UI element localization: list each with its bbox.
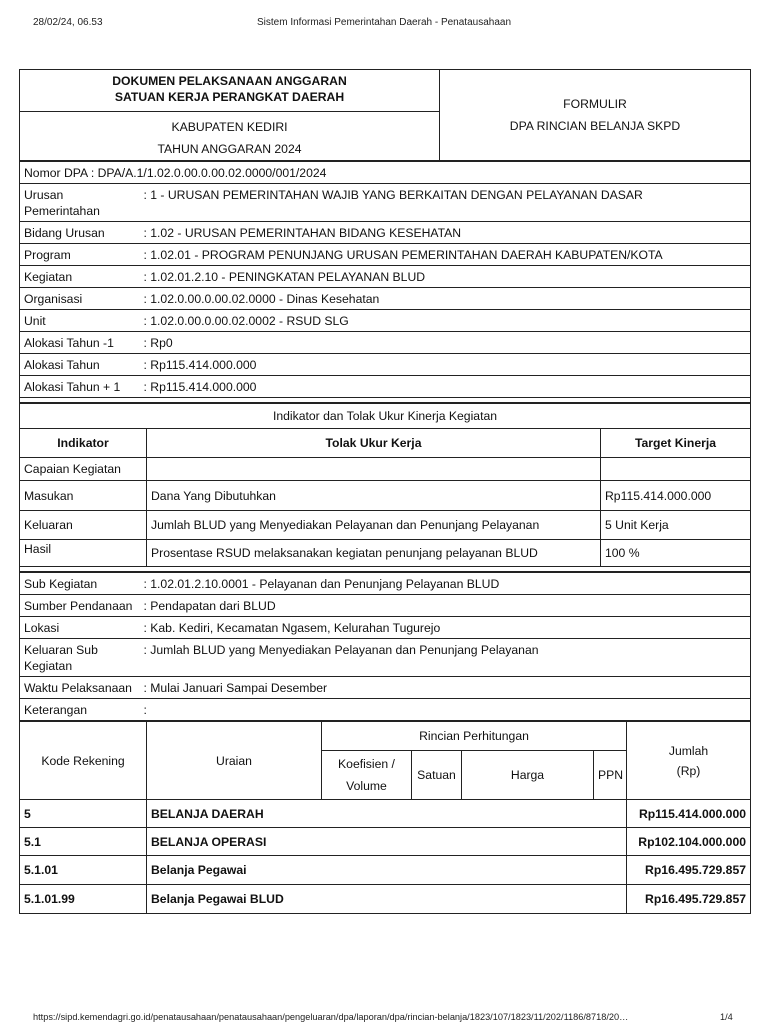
form-name: DPA RINCIAN BELANJA SKPD [509, 119, 681, 133]
form-label: FORMULIR [563, 97, 627, 111]
uraian-cell: Belanja Pegawai [147, 856, 627, 885]
sub-info-row [20, 573, 751, 595]
indikator-row [20, 458, 751, 481]
info-label: Program [20, 244, 140, 266]
sub-info-value: : Kab. Kediri, Kecamatan Ngasem, Kelurahan Tugurejo [140, 617, 751, 639]
target-cell [601, 458, 751, 481]
uraian-cell: BELANJA OPERASI [147, 828, 627, 856]
sub-info-label: Lokasi [20, 617, 140, 639]
indikator-cell: Keluaran [20, 511, 147, 540]
document-title-cell [20, 70, 440, 112]
nomor-dpa: Nomor DPA : DPA/A.1/1.02.0.00.0.00.02.0000/001/2024 [20, 162, 751, 184]
sub-info-label: Keterangan [20, 699, 140, 721]
sub-info-row [20, 677, 751, 699]
target-cell: 5 Unit Kerja [601, 511, 751, 540]
info-value: : Rp115.414.000.000 [140, 376, 751, 398]
jumlah-cell: Rp115.414.000.000 [627, 800, 751, 828]
sub-kegiatan-table [19, 572, 751, 721]
spacer-row [20, 398, 751, 403]
rincian-row [20, 828, 751, 856]
target-kinerja-header: Target Kinerja [601, 429, 751, 458]
rincian-table [19, 721, 751, 914]
sub-info-row [20, 617, 751, 639]
kode-cell: 5.1 [20, 828, 147, 856]
print-url: https://sipd.kemendagri.go.id/penatausahaan/penatausahaan/pengeluaran/dpa/laporan/dpa/rincian-belanja/1823/107/1823/11/202/1186/8718/20… [33, 1012, 629, 1022]
info-value: : 1 - URUSAN PEMERINTAHAN WAJIB YANG BERKAITAN DENGAN PELAYANAN DASAR [140, 184, 751, 222]
tolak-ukur-cell: Prosentase RSUD melaksanakan kegiatan penunjang pelayanan BLUD [147, 540, 601, 567]
sub-info-label: Keluaran Sub Kegiatan [20, 639, 140, 677]
tolak-ukur-cell: Jumlah BLUD yang Menyediakan Pelayanan dan Penunjang Pelayanan [147, 511, 601, 540]
uraian-cell: BELANJA DAERAH [147, 800, 627, 828]
region-cell [20, 112, 440, 161]
indikator-table [19, 403, 751, 572]
info-value: : Rp115.414.000.000 [140, 354, 751, 376]
info-label: Alokasi Tahun [20, 354, 140, 376]
sub-info-label: Waktu Pelaksanaan [20, 677, 140, 699]
ppn-header: PPN [594, 751, 627, 800]
jumlah-label: Jumlah [668, 743, 709, 758]
jumlah-cell: Rp102.104.000.000 [627, 828, 751, 856]
info-value: : 1.02.0.00.0.00.02.0000 - Dinas Kesehatan [140, 288, 751, 310]
sub-info-value: : Pendapatan dari BLUD [140, 595, 751, 617]
rincian-row [20, 856, 751, 885]
print-datetime: 28/02/24, 06.53 [33, 17, 103, 28]
indikator-title: Indikator dan Tolak Ukur Kinerja Kegiatan [20, 404, 751, 429]
indikator-cell: Hasil [20, 540, 147, 567]
info-row [20, 222, 751, 244]
jumlah-header [627, 722, 751, 800]
info-row [20, 332, 751, 354]
tolak-ukur-cell: Dana Yang Dibutuhkan [147, 481, 601, 511]
sub-info-label: Sumber Pendanaan [20, 595, 140, 617]
uraian-cell: Belanja Pegawai BLUD [147, 885, 627, 914]
indikator-header: Indikator [20, 429, 147, 458]
uraian-header: Uraian [147, 722, 322, 800]
print-header [0, 0, 768, 40]
info-label: Kegiatan [20, 266, 140, 288]
document-title-line-1: DOKUMEN PELAKSANAAN ANGGARAN [112, 74, 347, 88]
info-row [20, 244, 751, 266]
jumlah-cell: Rp16.495.729.857 [627, 885, 751, 914]
indikator-row [20, 511, 751, 540]
kode-cell: 5.1.01.99 [20, 885, 147, 914]
spacer-row [20, 567, 751, 572]
fiscal-year: TAHUN ANGGARAN 2024 [157, 142, 302, 156]
jumlah-unit: (Rp) [676, 763, 701, 778]
info-row [20, 376, 751, 398]
jumlah-cell: Rp16.495.729.857 [627, 856, 751, 885]
sub-info-value: : Mulai Januari Sampai Desember [140, 677, 751, 699]
harga-header: Harga [462, 751, 594, 800]
info-row [20, 310, 751, 332]
form-title-cell [440, 70, 751, 161]
tolak-ukur-header: Tolak Ukur Kerja [147, 429, 601, 458]
indikator-cell: Capaian Kegiatan [20, 458, 147, 481]
region-name: KABUPATEN KEDIRI [171, 120, 288, 134]
info-label: Bidang Urusan [20, 222, 140, 244]
indikator-row [20, 540, 751, 567]
tolak-ukur-cell [147, 458, 601, 481]
sub-info-value: : Jumlah BLUD yang Menyediakan Pelayanan dan Penunjang Pelayanan [140, 639, 751, 677]
info-value: : 1.02.01.2.10 - PENINGKATAN PELAYANAN BLUD [140, 266, 751, 288]
kode-cell: 5.1.01 [20, 856, 147, 885]
info-row [20, 266, 751, 288]
info-label: Alokasi Tahun -1 [20, 332, 140, 354]
info-label: Organisasi [20, 288, 140, 310]
sub-info-row [20, 699, 751, 721]
dpa-info-table [19, 161, 751, 403]
satuan-header: Satuan [412, 751, 462, 800]
kode-cell: 5 [20, 800, 147, 828]
print-title: Sistem Informasi Pemerintahan Daerah - Penatausahaan [256, 17, 512, 28]
dpa-document [19, 69, 750, 914]
sub-info-row [20, 639, 751, 677]
page-number: 1/4 [720, 1012, 733, 1022]
sub-info-row [20, 595, 751, 617]
koefisien-header: Koefisien / Volume [322, 751, 412, 800]
document-header-table [19, 69, 751, 161]
info-label: Urusan Pemerintahan [20, 184, 140, 222]
sub-info-label: Sub Kegiatan [20, 573, 140, 595]
info-label: Unit [20, 310, 140, 332]
indikator-row [20, 481, 751, 511]
info-row [20, 184, 751, 222]
rincian-row [20, 885, 751, 914]
info-value: : Rp0 [140, 332, 751, 354]
rincian-row [20, 800, 751, 828]
kode-rekening-header: Kode Rekening [20, 722, 147, 800]
info-row [20, 354, 751, 376]
rincian-perhitungan-header: Rincian Perhitungan [322, 722, 627, 751]
info-value: : 1.02 - URUSAN PEMERINTAHAN BIDANG KESEHATAN [140, 222, 751, 244]
info-value: : 1.02.01 - PROGRAM PENUNJANG URUSAN PEMERINTAHAN DAERAH KABUPATEN/KOTA [140, 244, 751, 266]
info-value: : 1.02.0.00.0.00.02.0002 - RSUD SLG [140, 310, 751, 332]
target-cell: 100 % [601, 540, 751, 567]
info-label: Alokasi Tahun + 1 [20, 376, 140, 398]
info-row [20, 288, 751, 310]
target-cell: Rp115.414.000.000 [601, 481, 751, 511]
document-title-line-2: SATUAN KERJA PERANGKAT DAERAH [114, 90, 345, 104]
sub-info-value: : [140, 699, 751, 721]
sub-info-value: : 1.02.01.2.10.0001 - Pelayanan dan Penunjang Pelayanan BLUD [140, 573, 751, 595]
indikator-cell: Masukan [20, 481, 147, 511]
